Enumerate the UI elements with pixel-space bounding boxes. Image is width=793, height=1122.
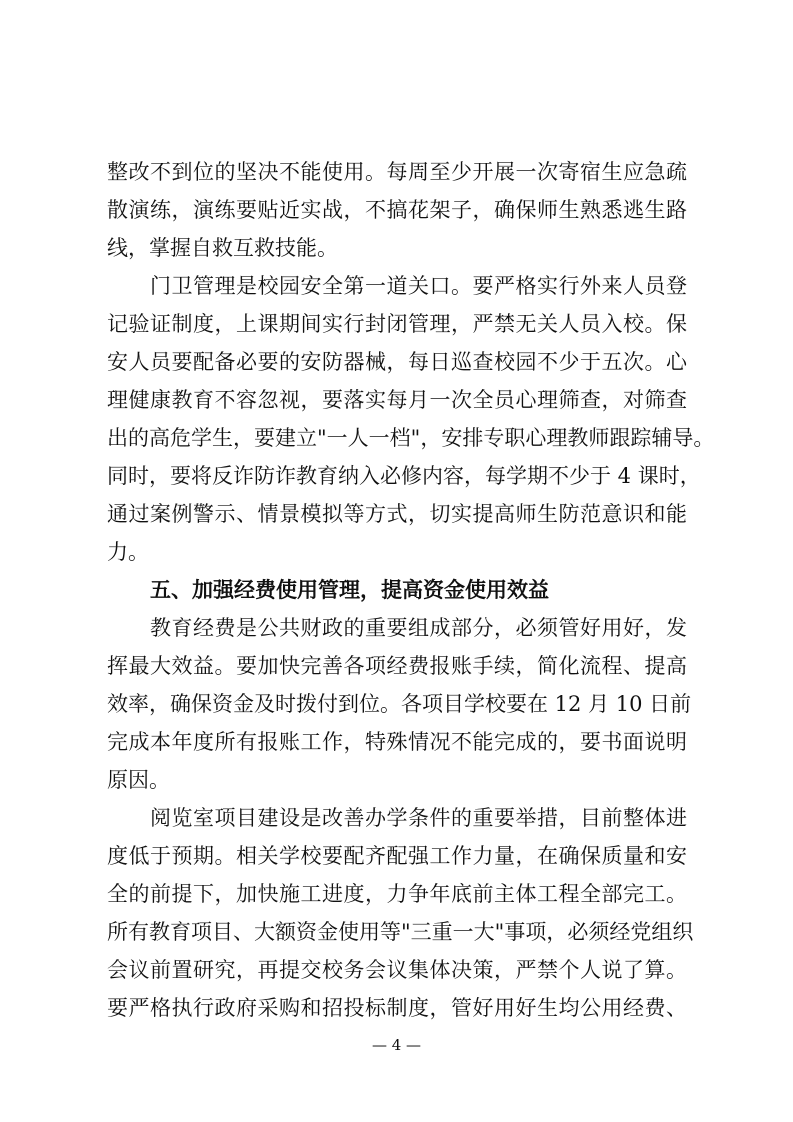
section-heading: 五、加强经费使用管理，提高资金使用效益 <box>150 577 549 602</box>
body-line: 挥最大效益。要加快完善各项经费报账手续，简化流程、提高 <box>107 654 687 678</box>
body-line: 完成本年度所有报账工作，特殊情况不能完成的，要书面说明 <box>107 730 687 754</box>
body-line: 安人员要配备必要的安防器械，每日巡查校园不少于五次。心 <box>107 350 687 374</box>
body-line: 门卫管理是校园安全第一道关口。要严格实行外来人员登 <box>150 274 687 298</box>
body-line: 阅览室项目建设是改善办学条件的重要举措，目前整体进 <box>150 806 687 830</box>
page-number: — 4 — <box>371 1036 422 1054</box>
body-line: 出的高危学生，要建立"一人一档"，安排专职心理教师跟踪辅导。 <box>107 426 715 450</box>
body-line: 教育经费是公共财政的重要组成部分，必须管好用好，发 <box>150 616 687 640</box>
body-line: 记验证制度，上课期间实行封闭管理，严禁无关人员入校。保 <box>107 312 687 336</box>
body-line: 线，掌握自救互救技能。 <box>107 236 338 260</box>
body-line: 散演练，演练要贴近实战，不搞花架子，确保师生熟悉逃生路 <box>107 198 687 222</box>
body-line: 效率，确保资金及时拨付到位。各项目学校要在 12 月 10 日前 <box>107 692 692 716</box>
body-line: 原因。 <box>107 768 170 792</box>
body-line: 通过案例警示、情景模拟等方式，切实提高师生防范意识和能 <box>107 502 687 526</box>
body-line: 整改不到位的坚决不能使用。每周至少开展一次寄宿生应急疏 <box>107 160 687 184</box>
body-line: 会议前置研究，再提交校务会议集体决策，严禁个人说了算。 <box>107 958 687 982</box>
body-line: 理健康教育不容忽视，要落实每月一次全员心理筛查，对筛查 <box>107 388 687 412</box>
body-line: 要严格执行政府采购和招投标制度，管好用好生均公用经费、 <box>107 996 687 1020</box>
body-line: 同时，要将反诈防诈教育纳入必修内容，每学期不少于 4 课时， <box>107 464 701 488</box>
body-line: 力。 <box>107 540 149 564</box>
body-line: 所有教育项目、大额资金使用等"三重一大"事项，必须经党组织 <box>107 920 694 944</box>
body-line: 全的前提下，加快施工进度，力争年底前主体工程全部完工。 <box>107 882 687 906</box>
body-line: 度低于预期。相关学校要配齐配强工作力量，在确保质量和安 <box>107 844 687 868</box>
